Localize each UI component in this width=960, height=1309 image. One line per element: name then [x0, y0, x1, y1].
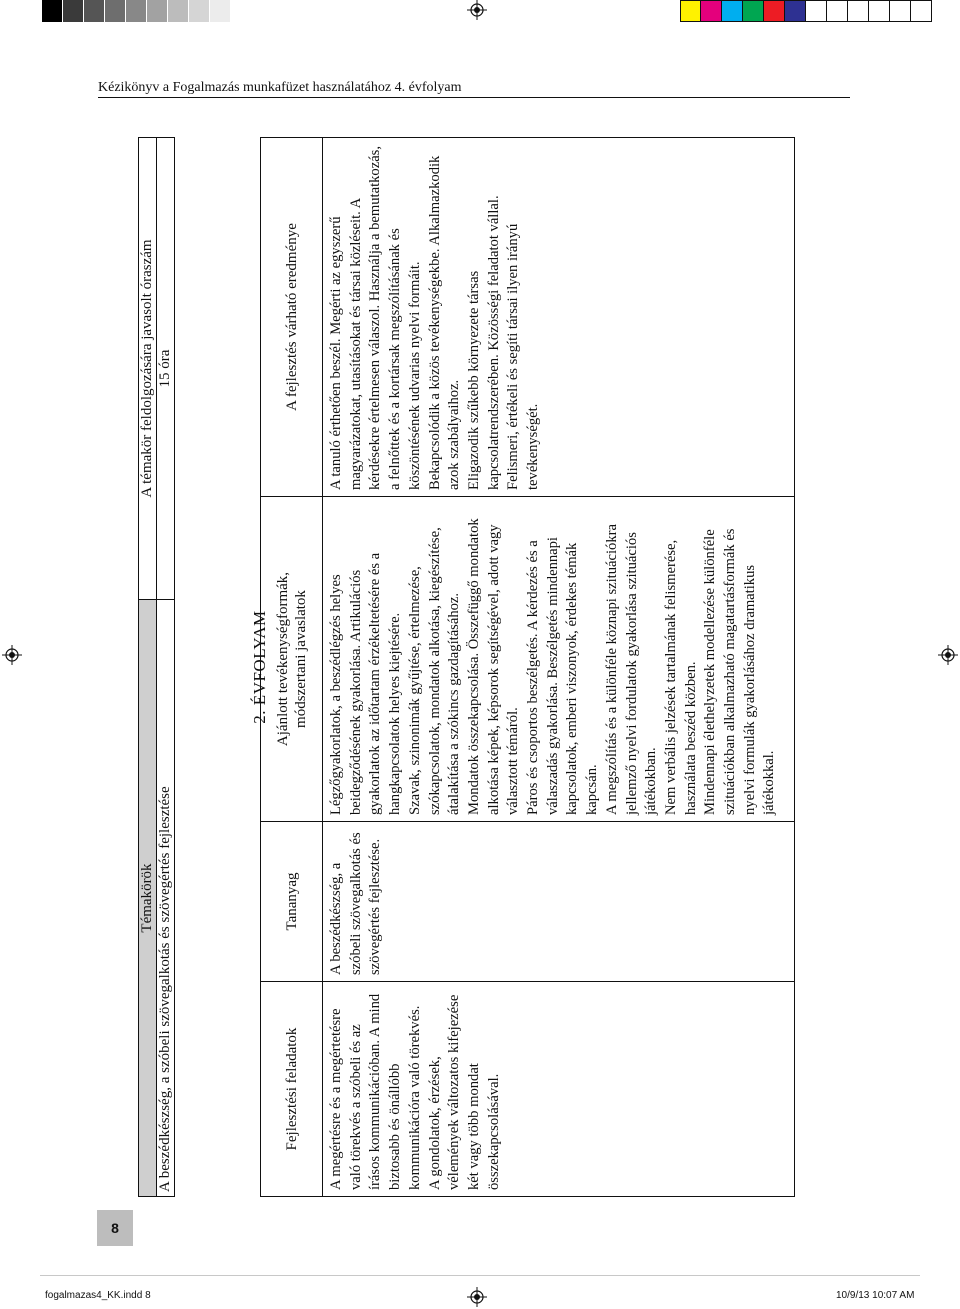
calibration-swatch: [890, 0, 911, 22]
calibration-swatch: [189, 0, 210, 22]
registration-mark-icon: [467, 1287, 487, 1307]
calibration-swatch: [806, 0, 827, 22]
grey-calibration-strip: [42, 0, 252, 22]
text-paragraph: Mindennapi élethelyzetek modellezése különféle szituációkban alkalmazható magatartásformák és nyelvi formulák gyakorlásához dramatikus játékokkal.: [702, 528, 778, 815]
development-tasks-cell: [323, 982, 795, 1197]
registration-mark-icon: [2, 645, 22, 665]
calibration-swatch: [105, 0, 126, 22]
page-number: 8: [97, 1210, 133, 1246]
calibration-swatch: [84, 0, 105, 22]
topic-table: [138, 137, 175, 1197]
text-paragraph: A beszédkészség, a szóbeli szövegalkotás és szövegértés fejlesztése.: [328, 832, 384, 975]
registration-mark-icon: [938, 645, 958, 665]
text-paragraph: A gondolatok, érzések, vélemények változatos kifejezése két vagy több mondat összekapcsolásával.: [426, 994, 502, 1190]
calibration-swatch: [42, 0, 63, 22]
column-header: Tananyag: [261, 822, 323, 982]
running-head: Kézikönyv a Fogalmazás munkafüzet használatához 4. évfolyam: [98, 80, 462, 95]
text-paragraph: Eligazodik szűkebb környezete társas kapcsolatrendszerében. Közösségi feladatot vállal.: [465, 195, 502, 490]
calibration-swatch: [785, 0, 806, 22]
calibration-swatch: [869, 0, 890, 22]
column-header: Fejlesztési feladatok: [261, 982, 323, 1197]
topic-name: A beszédkészség, a szóbeli szövegalkotás és szövegértés fejlesztése: [157, 600, 175, 1197]
curriculum-table: [260, 137, 795, 1197]
calibration-swatch: [63, 0, 84, 22]
registration-mark-icon: [467, 0, 487, 20]
text-paragraph: A megértésre és a megértetésre való törekvés a szóbeli és az írásos kommunikációban. A mind biztosabb és önállóbb kommunikációra való törekvés.: [328, 993, 423, 1190]
calibration-swatch: [722, 0, 743, 22]
calibration-swatch: [147, 0, 168, 22]
topics-header: Témakörök: [139, 600, 157, 1197]
recommended-activities-cell: [323, 497, 795, 822]
text-paragraph: A megszólítás és a különféle köznapi szituációkra jellemző nyelvi fordulatok gyakorlása szituációs játékokban.: [603, 524, 660, 815]
rotated-curriculum-table: [138, 137, 778, 1197]
file-slug: fogalmazas4_KK.indd 8: [45, 1290, 151, 1301]
color-calibration-strip: [680, 0, 932, 22]
calibration-swatch: [911, 0, 932, 22]
calibration-swatch: [680, 0, 701, 22]
text-paragraph: Felismeri, értékeli és segíti társai ilyen irányú tevékenységét.: [505, 223, 542, 490]
text-paragraph: Mondatok összekapcsolása. Összefüggő mondatok alkotása képek, képsorok segítségével, adott vagy választott témáról.: [465, 518, 522, 815]
calibration-swatch: [701, 0, 722, 22]
calibration-swatch: [764, 0, 785, 22]
calibration-swatch: [168, 0, 189, 22]
text-paragraph: Légzőgyakorlatok, a beszédlégzés helyes beidegződésének gyakorlása. Artikulációs gyakorlatok az időtartam érzékeltetésére és a hangkapcsolatok helyes kiejtésére.: [328, 552, 404, 815]
calibration-swatch: [231, 0, 252, 22]
bottom-rule: [40, 1275, 920, 1276]
hours-header: A témakör feldolgozására javasolt óraszám: [139, 138, 157, 600]
date-slug: 10/9/13 10:07 AM: [836, 1290, 915, 1301]
text-paragraph: A tanuló érthetően beszél. Megérti az egyszerű magyarázatokat, utasításokat és társai közléseit. A kérdésekre értelmesen válaszol. Használja a bemutatkozás, a felnőttek és a kortársak megszólításának és köszöntésének udvarias nyelvi formáit.: [328, 145, 423, 490]
text-paragraph: Páros és csoportos beszélgetés. A kérdezés és a válaszadás gyakorlása. Beszélgetés mindennapi kapcsolatok, emberi viszonyok, érdekes témák kapcsán.: [525, 537, 601, 815]
column-header: A fejlesztés várható eredménye: [261, 138, 323, 497]
calibration-swatch: [210, 0, 231, 22]
text-paragraph: Bekapcsolódik a közös tevékenységekbe. Alkalmazkodik azok szabályaihoz.: [426, 155, 463, 490]
running-head-rule: [98, 97, 850, 98]
calibration-swatch: [848, 0, 869, 22]
calibration-swatch: [827, 0, 848, 22]
topic-hours: 15 óra: [157, 138, 175, 600]
text-paragraph: Nem verbális jelzések tartalmának felismerése, használata beszéd közben.: [662, 539, 699, 815]
calibration-swatch: [743, 0, 764, 22]
calibration-swatch: [126, 0, 147, 22]
grade-title: 2. ÉVFOLYAM: [250, 610, 269, 724]
curriculum-content-cell: [323, 822, 795, 982]
column-header: Ajánlott tevékenységformák, módszertani javaslatok: [261, 497, 323, 822]
text-paragraph: Szavak, szinonimák gyűjtése, értelmezése, szókapcsolatok, mondatok alkotása, kiegészítése, átalakítása a szókincs gazdagításához.: [406, 527, 463, 815]
expected-results-cell: [323, 138, 795, 497]
